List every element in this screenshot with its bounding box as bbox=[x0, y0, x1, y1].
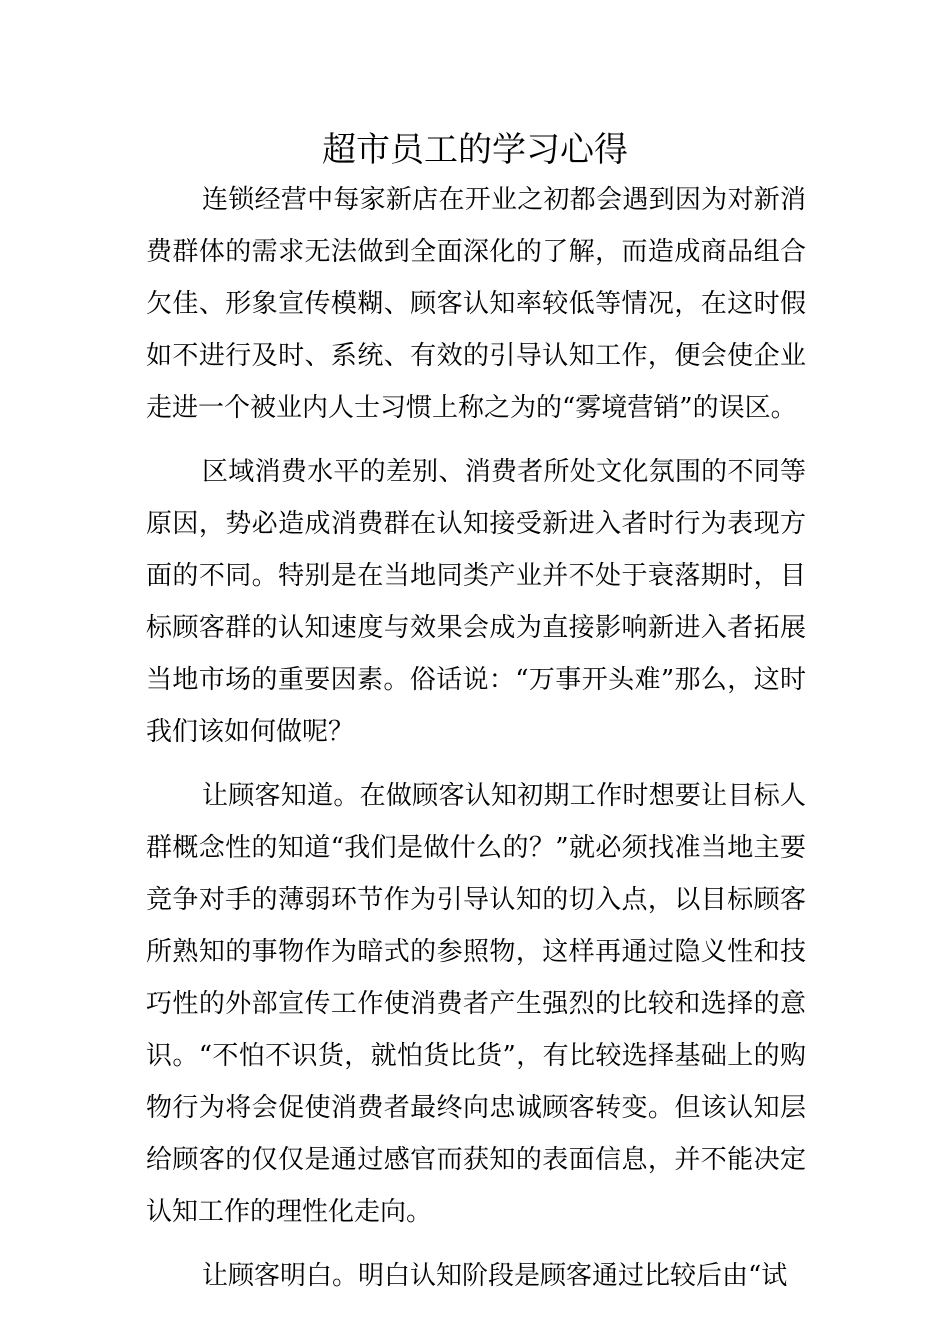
paragraph-3: 让顾客知道。在做顾客认知初期工作时想要让目标人群概念性的知道“我们是做什么的？”就必须找准当地主要竞争对手的薄弱环节作为引导认知的切入点，以目标顾客所熟知的事物作为暗式的参照物，这样再通过隐义性和技巧性的外部宣传工作使消费者产生强烈的比较和选择的意识。“不怕不识货，就怕货比货”，有比较选择基础上的购物行为将会促使消费者最终向忠诚顾客转变。但该认知层给顾客的仅仅是通过感官而获知的表面信息，并不能决定认知工作的理性化走向。 bbox=[146, 781, 806, 1227]
document-title: 超市员工的学习心得 bbox=[322, 130, 628, 170]
document-body bbox=[146, 174, 806, 1314]
paragraph-2: 区域消费水平的差别、消费者所处文化氛围的不同等原因，势必造成消费群在认知接受新进入者时行为表现方面的不同。特别是在当地同类产业并不处于衰落期时，目标顾客群的认知速度与效果会成为直接影响新进入者拓展当地市场的重要因素。俗话说：“万事开头难”那么，这时我们该如何做呢？ bbox=[146, 457, 806, 747]
paragraph-1: 连锁经营中每家新店在开业之初都会遇到因为对新消费群体的需求无法做到全面深化的了解，而造成商品组合欠佳、形象宣传模糊、顾客认知率较低等情况，在这时假如不进行及时、系统、有效的引导认知工作，便会使企业走进一个被业内人士习惯上称之为的“雾境营销”的误区。 bbox=[146, 185, 806, 423]
paragraph-4: 让顾客明白。明白认知阶段是顾客通过比较后由“试 bbox=[202, 1261, 788, 1291]
